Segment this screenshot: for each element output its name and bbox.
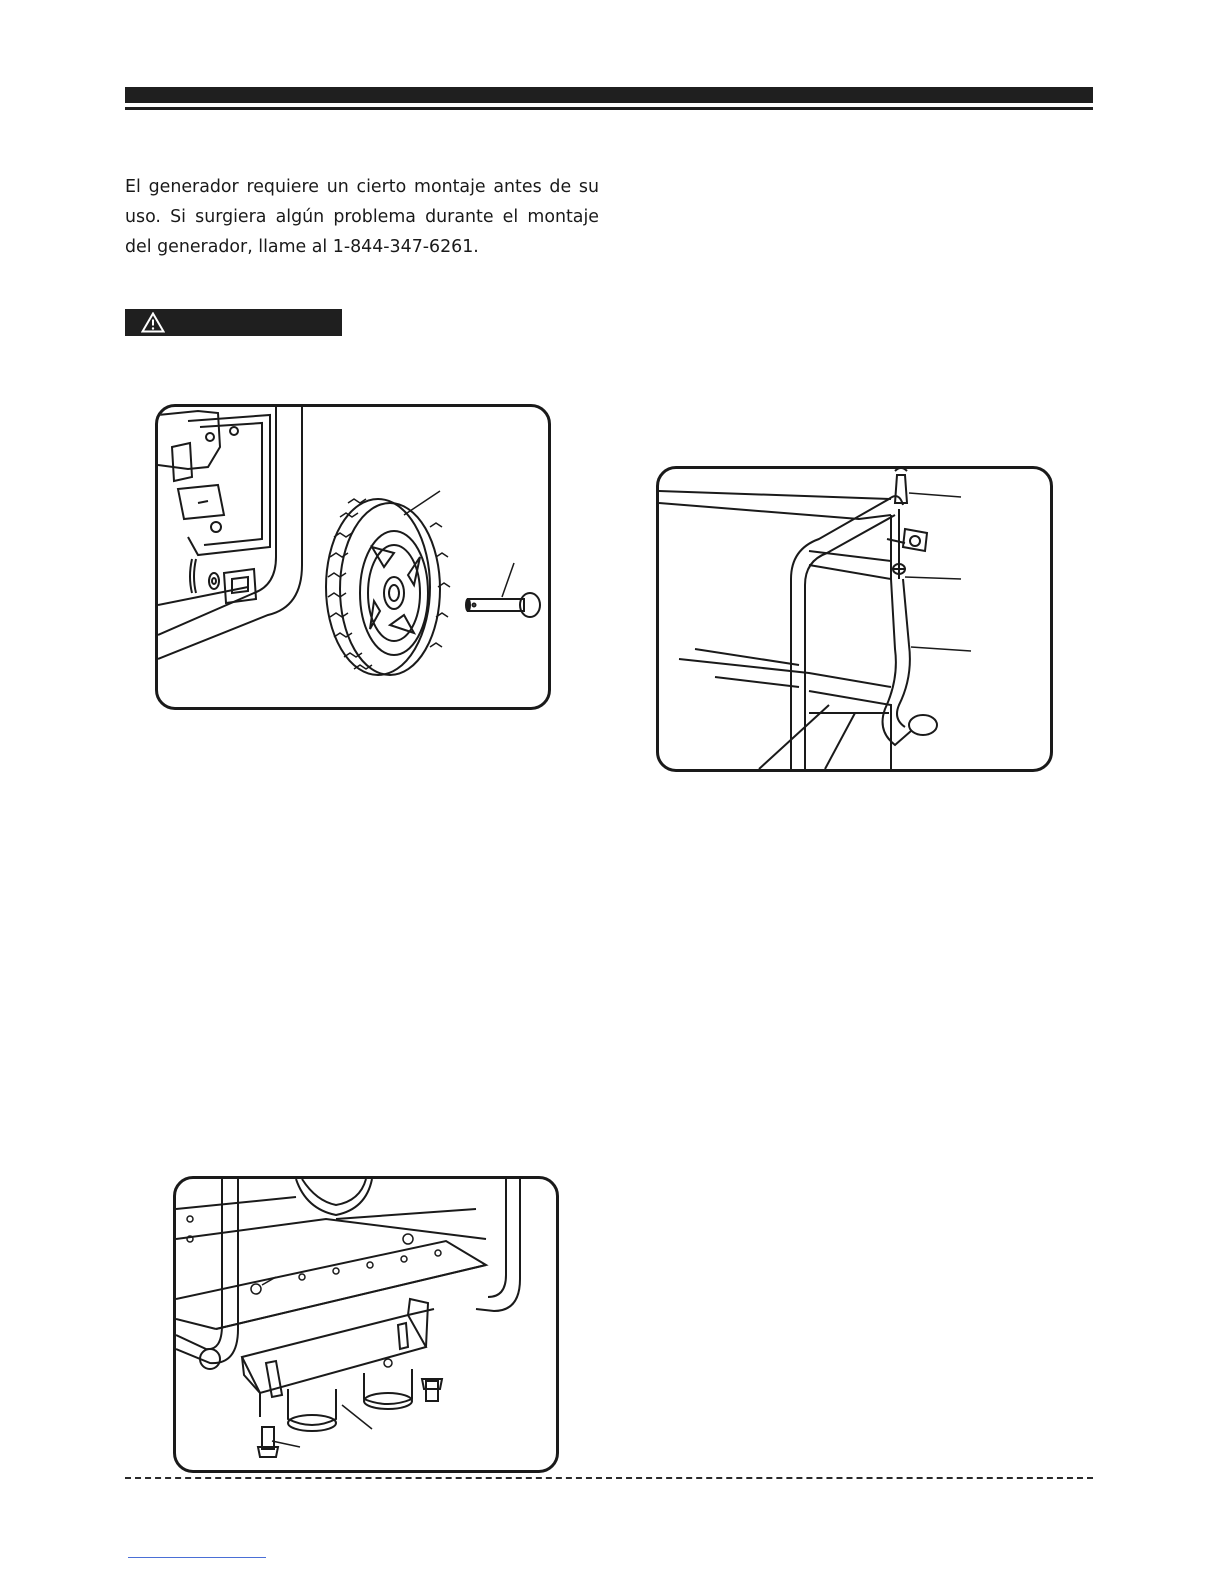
intro-paragraph: El generador requiere un cierto montaje antes de su uso. Si surgiera algún problema durante el montaje del generador, llame al 1-844-347-6261. (125, 177, 599, 257)
warning-banner (125, 309, 342, 336)
footer-link-underline[interactable] (128, 1557, 266, 1558)
footer-dashed-rule (125, 1477, 1093, 1479)
header-rule-thin (125, 107, 1093, 110)
wheel-assembly-figure (155, 404, 551, 710)
warning-triangle-icon (141, 312, 165, 333)
support-feet-figure (173, 1176, 559, 1473)
handle-assembly-figure (656, 466, 1053, 772)
header-rule-thick (125, 87, 1093, 103)
